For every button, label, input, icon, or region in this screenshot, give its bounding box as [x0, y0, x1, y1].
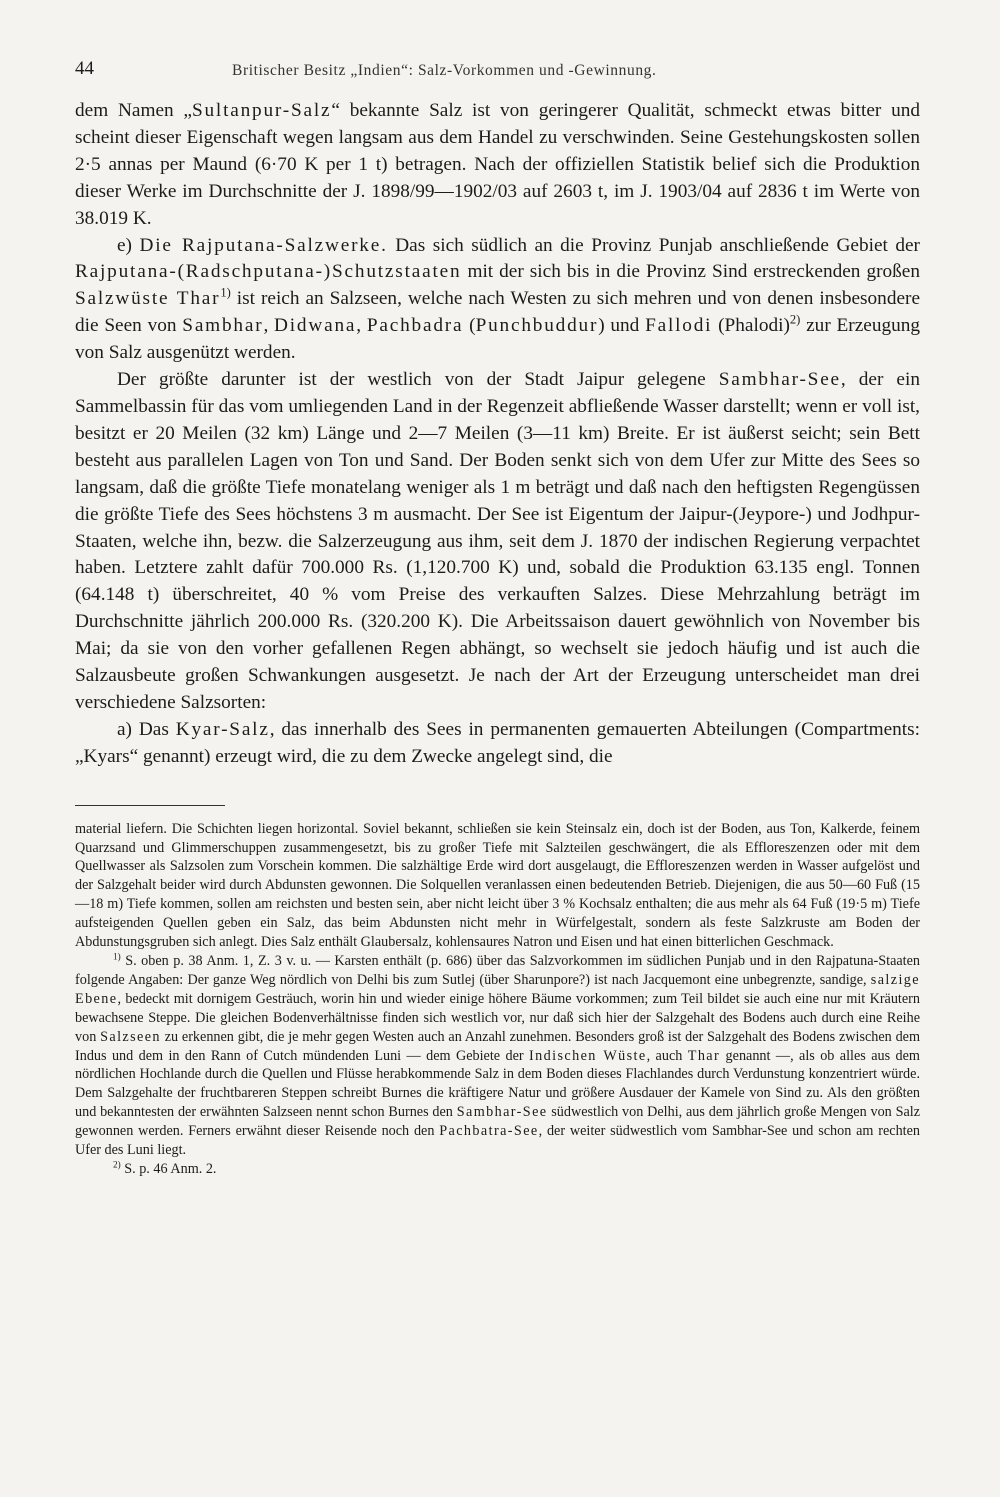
text-run: e)	[117, 234, 140, 256]
text-run: ist reich an Salzseen, welche nach Westen zu sich mehren und von denen insbesondere die Seen von	[75, 288, 920, 337]
spaced-term: Kyar-Salz	[175, 718, 270, 740]
book-page	[75, 50, 920, 1179]
footnote-marker: 1)	[113, 951, 121, 962]
footnote-ref: 2)	[789, 312, 801, 327]
page-number: 44	[75, 58, 94, 79]
spaced-term: Pachbadra	[366, 315, 464, 337]
footnote-1	[75, 952, 920, 1160]
text-run: ,	[263, 315, 275, 337]
spaced-term: salzige Ebene	[75, 971, 920, 1007]
text-run: S. oben p. 38 Anm. 1, Z. 3 v. u. — Karsten enthält (p. 686) über das Salzvorkommen im südlichen Punjab und in den Rajpatuna-Staaten folgende Angaben: Der ganze Weg nördlich von Delhi bis zum Sutlej (über Sharunpore?) ist nach Jacquemont eine unbegrenzte, sandige,	[75, 953, 920, 988]
text-run: Das sich südlich an die Provinz Punjab anschließende Gebiet der	[387, 234, 920, 256]
main-text	[75, 98, 920, 771]
spaced-term: Rajputana-(Radschputana-)Schutzstaaten	[75, 261, 462, 283]
footnote-divider	[75, 805, 225, 806]
text-run: , der ein Sammelbassin für das vom umliegenden Land in der Regenzeit abfließende Wasser darstellt; wenn er voll ist, besitzt er 20 Meilen (32 km) Länge und 2—7 Meilen (3—11 km) Breite. Er ist äußerst seicht; sein Bett besteht aus parallelen Lagen von Ton und Sand. Der Boden senkt sich von dem Ufer zur Mitte des Sees so langsam, daß die größte Tiefe monatelang weniger als 1 m beträgt und daß nach den heftigsten Regengüssen die größte Tiefe des Sees höchstens 3 m ausmacht. Der See ist Eigentum der Jaipur-(Jeypore-) und Jodhpur-Staaten, welche ihn, bezw. die Salzerzeugung aus ihm, seit dem J. 1870 der indischen Regierung verpachtet haben. Letztere zahlt dafür 700.000 Rs. (1,120.700 K) und, sobald die Produktion 63.135 engl. Tonnen (64.148 t) überschreitet, 40 % vom Preise des verkauften Salzes. Diese Mehrzahlung beträgt im Durchschnitte jährlich 200.000 Rs. (320.200 K). Die Arbeitssaison dauert gewöhnlich von November bis Mai; da sie von den vorher gefallenen Regen abhängt, so wechselt sie jedoch häufig und ist auch die Salzausbeute großen Schwankungen ausgesetzt. Je nach der Art der Erzeugung unterscheidet man drei verschiedene Salzsorten:	[75, 369, 920, 713]
paragraph-sultanpur	[75, 98, 920, 233]
text-run: , der weiter südwestlich vom Sambhar-See und schon am rechten Ufer des Luni liegt.	[75, 1123, 920, 1159]
footnotes	[75, 820, 920, 1179]
paragraph-sambhar	[75, 367, 920, 717]
spaced-term: Thar	[687, 1047, 721, 1064]
running-title: Britischer Besitz „Indien“: Salz-Vorkommen und -Gewinnung.	[232, 62, 657, 79]
spaced-term: Salzwüste Thar	[75, 288, 221, 310]
spaced-term: Indischen Wüste	[529, 1047, 647, 1064]
text-run: , das innerhalb des Sees in permanenten gemauerten Abteilungen (Compartments: „Kyars“ genannt) erzeugt wird, die zu dem Zwecke angelegt sind, die	[75, 718, 920, 767]
spaced-term: Punchbuddur	[475, 315, 599, 337]
text-run: ,	[356, 315, 367, 337]
text-run: , auch	[646, 1047, 688, 1064]
text-run: )	[783, 315, 790, 337]
section-heading: Die Rajputana-Salzwerke.	[139, 234, 388, 256]
footnote-continuation: material liefern. Die Schichten liegen horizontal. Soviel bekannt, schließen sie kein Steinsalz ein, doch ist der Boden, aus Ton, Kalkerde, feinem Quarzsand und Glimmerschuppen zusammengesetzt, bis zu großer Tiefe mit Salzteilen geschwängert, die als Effloreszenzen oder mit dem Quellwasser als Salzsolen zum Vorschein kommen. Die salzhältige Erde wird dort ausgelaugt, die Effloreszenzen werden in Wasser aufgelöst und der Salzgehalt beider wird durch Abdunsten gewonnen. Die Solquellen veranlassen einen bedeutenden Betrieb. Diejenigen, die aus 50—60 Fuß (15—18 m) Tiefe kommen, sollen am reichsten und besten sein, aber nicht leicht über 3 % Kochsalz enthalten; die aus mehr als 64 Fuß (19·5 m) Tiefe aufsteigenden Quellen geben ein Salz, das beim Abdunsten nicht mehr in Würfelgestalt, sondern als feste Salzkruste am Boden der Abdunstungsgruben sich anlegt. Dies Salz enthält Glaubersalz, kohlensaures Natron und Eisen und hat einen bitterlichen Geschmack.	[75, 820, 920, 951]
text-run: (	[712, 315, 725, 337]
page-header	[75, 50, 920, 90]
text-run: “ bekannte Salz ist von geringerer Qualität, schmeckt etwas bitter und scheint dieser Eigenschaft wegen langsam aus dem Handel zu verschwinden. Seine Gestehungskosten sollen 2·5 annas per Maund (6·70 K per 1 t) betragen. Nach der offiziellen Statistik belief sich die Produktion dieser Werke im Durchschnitte der J. 1898/99—1902/03 auf 2603 t, im J. 1903/04 auf 2836 t im Werte von 38.019 K.	[75, 100, 920, 229]
spaced-term: Sultanpur-Salz	[191, 100, 332, 121]
spaced-term: Sambhar-See	[456, 1104, 548, 1121]
text-run: Phalodi	[724, 315, 784, 337]
text-run: Der größte darunter ist der westlich von der Stadt Jaipur gelegene	[117, 369, 719, 391]
text-run: a) Das	[117, 718, 176, 740]
spaced-term: Sambhar	[182, 315, 264, 337]
footnote-ref: 1)	[220, 285, 231, 300]
paragraph-kyar-salz	[75, 717, 920, 771]
text-run: dem Namen „	[75, 100, 192, 121]
text-run: mit der sich bis in die Provinz Sind erstreckenden großen	[461, 261, 920, 283]
spaced-term: Sambhar-See	[718, 369, 841, 391]
text-run: S. p. 46 Anm. 2.	[120, 1160, 217, 1177]
spaced-term: Pachbatra-See	[439, 1123, 539, 1140]
text-run: ) und	[598, 315, 646, 337]
spaced-term: Fallodi	[645, 315, 713, 337]
text-run: zur Erzeugung von Salz ausgenützt werden.	[75, 315, 921, 364]
spaced-term: Didwana	[274, 315, 357, 337]
text-run: südwestlich von Delhi, aus dem jährlich große Mengen von Salz gewonnen werden. Ferners erwähnt dieser Reisende noch den	[75, 1104, 920, 1140]
footnote-marker: 2)	[113, 1159, 121, 1170]
spaced-term: Salzseen	[100, 1028, 161, 1045]
text-run: genannt —, als ob alles aus dem nördlichen Hochlande durch die Quellen und Flüsse herabkommende Salz in dem Boden dieses Flachlandes durch Verdunstung konzentriert würde. Dem Salzgehalte der fruchtbareren Steppen schreibt Burnes die kräftigere Natur und größere Ausdauer der Kamele von Sind zu. Als den größten und bekanntesten der erwähnten Salzseen nennt schon Burnes den	[75, 1047, 920, 1121]
text-run: (	[463, 315, 476, 337]
paragraph-rajputana	[75, 233, 920, 368]
text-run: , bedeckt mit dornigem Gesträuch, worin hin und wieder einige höhere Bäume vorkommen; zum Teil bildet sie auch eine nur mit Kräutern bewachsene Steppe. Die gleichen Bodenverhältnisse finden sich westlich vor, nur daß sich hier der Salzgehalt des Bodens auch durch eine Reihe von	[75, 990, 920, 1045]
footnote-2	[75, 1160, 920, 1179]
text-run: zu erkennen gibt, die je mehr gegen Westen auch an Anzahl zunehmen. Besonders groß ist der Salzgehalt des Bodens zwischen dem Indus und dem in den Rann of Cutch mündenden Luni — dem Gebiete der	[75, 1028, 920, 1064]
